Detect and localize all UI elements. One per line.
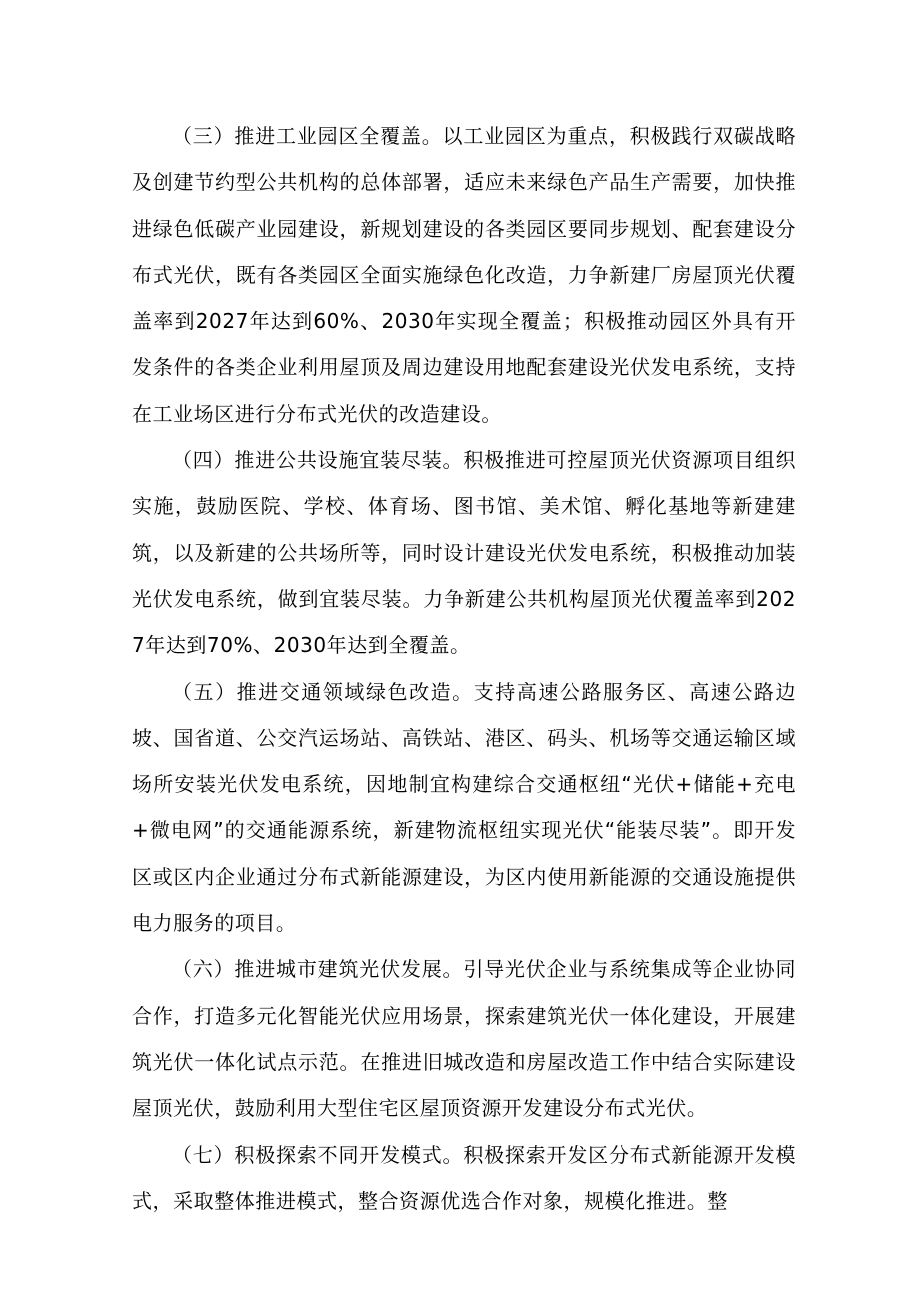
document-body [132,113,796,1224]
paragraph-development-models: （七）积极探索不同开发模式。积极探索开发区分布式新能源开发模式，采取整体推进模式，整合资源优选合作对象，规模化推进。整 [132,1142,796,1213]
paragraph-urban-buildings: （六）推进城市建筑光伏发展。引导光伏企业与系统集成等企业协同合作，打造多元化智能光伏应用场景，探索建筑光伏一体化建设，开展建筑光伏一体化试点示范。在推进旧城改造和房屋改造工作中结合实际建设屋顶光伏，鼓励利用大型住宅区屋顶资源开发建设分布式光伏。 [132,957,796,1121]
paragraph-public-facilities: （四）推进公共设施宜装尽装。积极推进可控屋顶光伏资源项目组织实施，鼓励医院、学校、体育场、图书馆、美术馆、孵化基地等新建建筑，以及新建的公共场所等，同时设计建设光伏发电系统，积极推动加装光伏发电系统，做到宜装尽装。力争新建公共机构屋顶光伏覆盖率到2027年达到70%、2030年达到全覆盖。 [132,448,796,658]
paragraph-transportation: （五）推进交通领域绿色改造。支持高速公路服务区、高速公路边坡、国省道、公交汽运场站、高铁站、港区、码头、机场等交通运输区域场所安装光伏发电系统，因地制宜构建综合交通枢纽“光伏+储能+充电+微电网”的交通能源系统，新建物流枢纽实现光伏“能装尽装”。即开发区或区内企业通过分布式新能源建设，为区内使用新能源的交通设施提供电力服务的项目。 [132,679,796,936]
paragraph-industrial-parks: （三）推进工业园区全覆盖。以工业园区为重点，积极践行双碳战略及创建节约型公共机构的总体部署，适应未来绿色产品生产需要，加快推进绿色低碳产业园建设，新规划建设的各类园区要同步规划、配套建设分布式光伏，既有各类园区全面实施绿色化改造，力争新建厂房屋顶光伏覆盖率到2027年达到60%、2030年实现全覆盖；积极推动园区外具有开发条件的各类企业利用屋顶及周边建设用地配套建设光伏发电系统，支持在工业场区进行分布式光伏的改造建设。 [132,124,796,426]
